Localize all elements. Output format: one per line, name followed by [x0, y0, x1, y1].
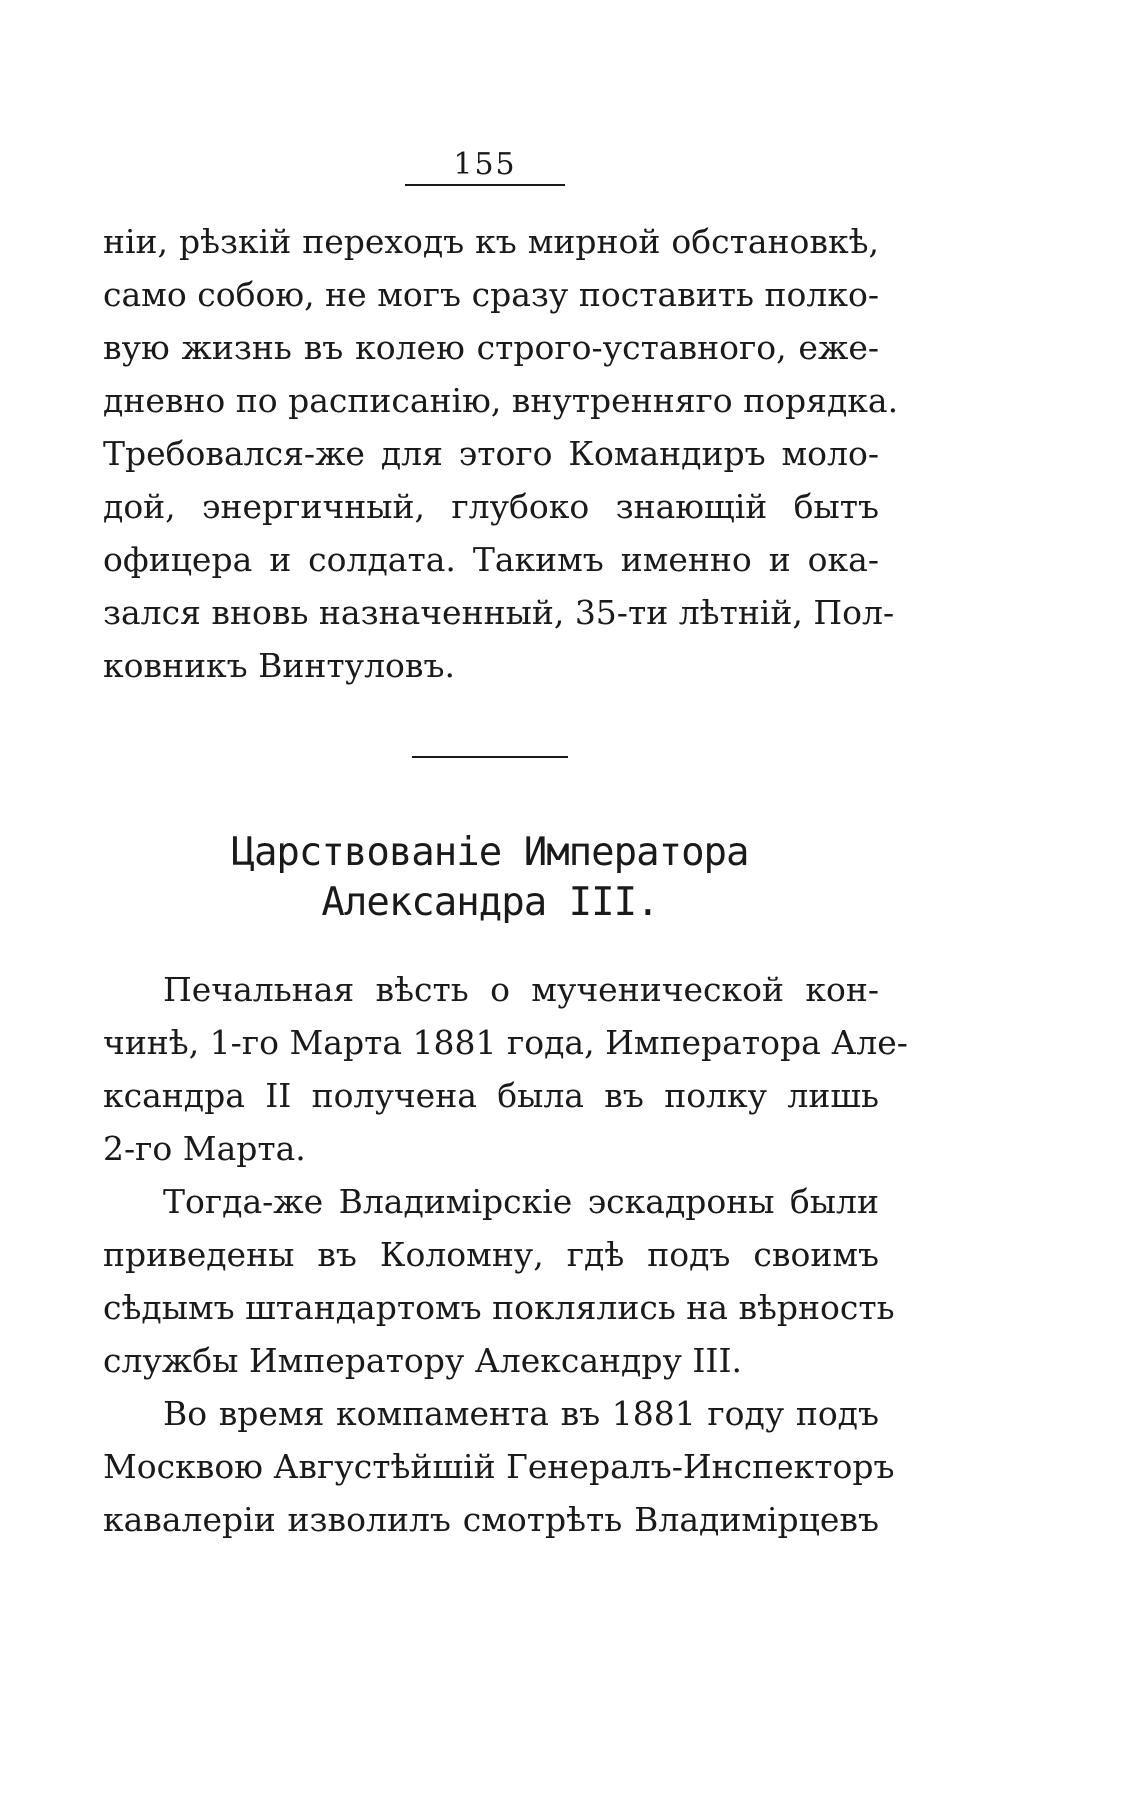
text-line: сѣдымъ штандартомъ поклялись на вѣрность	[103, 1288, 895, 1327]
text-line: само собою, не могъ сразу поставить полко-	[103, 275, 879, 314]
text-line: кавалеріи изволилъ смотрѣть Владимірцевъ	[103, 1500, 879, 1539]
text-line: вую жизнь въ колею строго-уставного, еже-	[103, 328, 879, 367]
text-line: чинѣ, 1-го Марта 1881 года, Императора Але-	[103, 1023, 908, 1062]
text-line: дой, энергичный, глубоко знающій бытъ	[103, 487, 879, 526]
text-line: дневно по расписанію, внутренняго порядка.	[103, 381, 899, 420]
text-line: 2-го Марта.	[103, 1129, 306, 1168]
text-line: приведены въ Коломну, гдѣ подъ своимъ	[103, 1235, 879, 1274]
text-line: службы Императору Александру III.	[103, 1341, 742, 1380]
text-line: Москвою Августѣйшій Генералъ-Инспекторъ	[103, 1447, 895, 1486]
section-heading-line-1: Царствованіе Императора	[231, 830, 749, 875]
section-divider	[412, 756, 568, 758]
text-line: ксандра II получена была въ полку лишь	[103, 1076, 879, 1115]
text-line: Требовался-же для этого Командиръ моло-	[103, 434, 879, 473]
text-line: ковникъ Винтуловъ.	[103, 646, 455, 685]
text-line: Тогда-же Владимірскіе эскадроны были	[163, 1182, 879, 1221]
page-number-rule	[405, 184, 565, 186]
section-heading-line-2: Александра III.	[321, 880, 659, 925]
text-line: офицера и солдата. Такимъ именно и ока-	[103, 540, 879, 579]
text-line: ніи, рѣзкій переходъ къ мирной обстановкѣ,	[103, 222, 879, 261]
text-line: Печальная вѣсть о мученической кон-	[163, 970, 879, 1009]
page-number: 155	[453, 147, 517, 182]
page-number-header	[405, 148, 565, 186]
text-line: зался вновь назначенный, 35-ти лѣтній, Пол-	[103, 593, 895, 632]
text-line: Во время компамента въ 1881 году подъ	[163, 1394, 879, 1433]
